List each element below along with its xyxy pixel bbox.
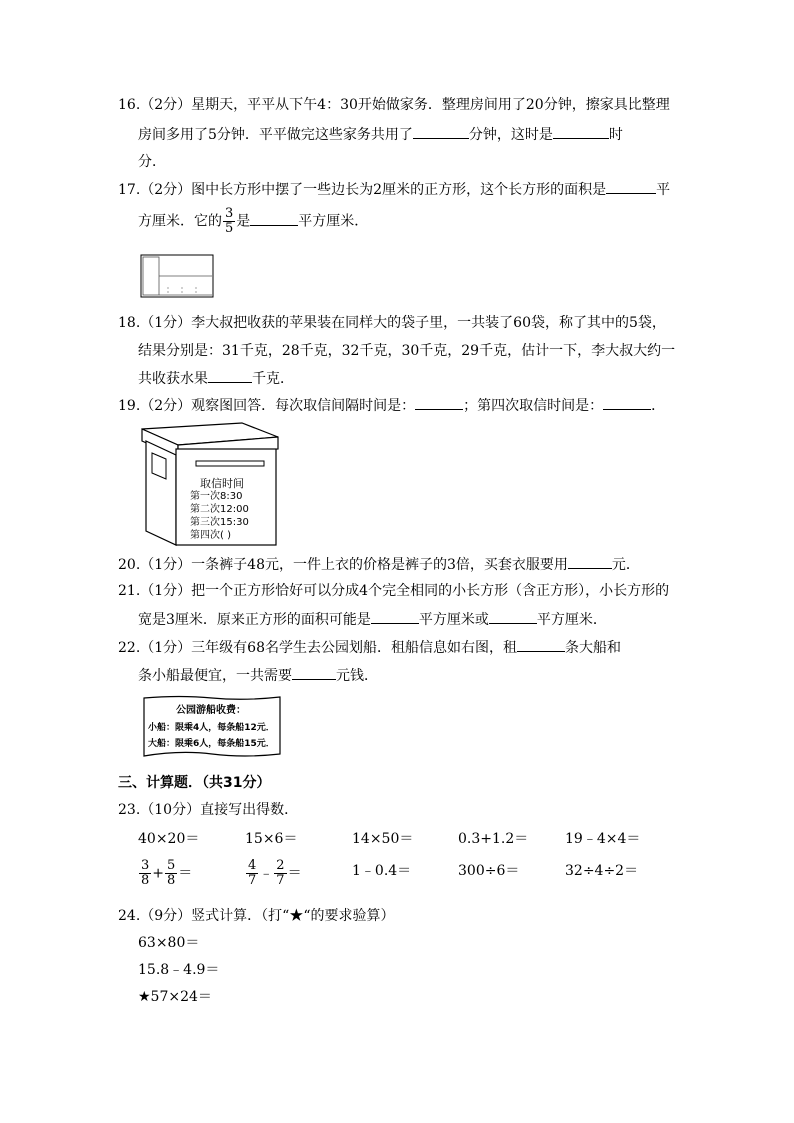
q16-text-b: 分钟，这时是 bbox=[468, 127, 553, 143]
fraction-denominator: 8 bbox=[167, 873, 176, 888]
calc-item: 19﹣4×4＝ bbox=[565, 831, 641, 847]
calc-item: 1﹣0.4＝ bbox=[352, 863, 412, 879]
answer-blank[interactable] bbox=[371, 609, 419, 624]
mailbox-row: 第一次8:30 bbox=[190, 491, 243, 502]
boat-price-sign bbox=[140, 694, 284, 760]
vertical-calc-item: 15.8﹣4.9＝ bbox=[138, 962, 220, 978]
q21-line1: 21.（1分）把一个正方形恰好可以分成4个完全相同的小长方形（含正方形），小长方形的 bbox=[118, 583, 670, 599]
q22-line2 bbox=[138, 665, 378, 686]
calc-item: 32÷4÷2＝ bbox=[565, 863, 639, 879]
answer-blank[interactable] bbox=[606, 179, 656, 194]
calc-item: 14×50＝ bbox=[352, 831, 414, 847]
q19-text-c: ． bbox=[651, 398, 666, 414]
q21-text-a: 宽是3厘米．原来正方形的面积可能是 bbox=[138, 612, 371, 628]
q16-line2 bbox=[138, 124, 623, 145]
mailbox-row: 第三次15:30 bbox=[190, 517, 249, 528]
answer-blank[interactable] bbox=[553, 124, 609, 139]
fraction-calc-item bbox=[138, 859, 192, 888]
q17-line2 bbox=[138, 207, 368, 236]
q22-text-b: 条大船和 bbox=[565, 640, 621, 656]
answer-blank[interactable] bbox=[413, 124, 469, 139]
q17-text-e: 平方厘米． bbox=[298, 213, 369, 230]
q21-text-c: 平方厘米． bbox=[536, 612, 607, 628]
operator: + bbox=[152, 865, 165, 882]
answer-blank[interactable] bbox=[489, 609, 537, 624]
q22-line1 bbox=[118, 637, 621, 658]
fraction bbox=[223, 207, 235, 236]
fraction bbox=[246, 859, 258, 888]
q23-title: 23.（10分）直接写出得数． bbox=[118, 802, 299, 818]
answer-blank[interactable] bbox=[603, 395, 651, 410]
equals: ＝ bbox=[287, 865, 302, 882]
fraction-numerator: 4 bbox=[248, 858, 257, 873]
q17-text-b: 平 bbox=[656, 182, 671, 198]
equals: ＝ bbox=[178, 865, 193, 882]
rectangle-squares-figure bbox=[140, 254, 216, 300]
fraction-calc-item bbox=[245, 859, 302, 888]
calc-item: 15×6＝ bbox=[245, 831, 298, 847]
q18-line2: 结果分别是：31千克，28千克，32千克，30千克，29千克，估计一下，李大叔大约一 bbox=[138, 343, 676, 359]
sign-row-large-boat: 大船：限乘6人，每条船15元． bbox=[148, 739, 275, 749]
q24-title: 24.（9分）竖式计算．（打“★“的要求验算） bbox=[118, 908, 395, 924]
answer-blank[interactable] bbox=[250, 211, 298, 226]
q18-line3 bbox=[138, 368, 294, 389]
mailbox-row: 第二次12:00 bbox=[190, 504, 249, 515]
q16-line3: 分． bbox=[138, 154, 166, 170]
q20-text-b: 元． bbox=[611, 557, 640, 573]
mailbox-row: 第四次( ) bbox=[190, 530, 231, 541]
calc-item: 0.3+1.2＝ bbox=[458, 831, 529, 847]
section-title: 三、计算题．（共31分） bbox=[118, 775, 271, 791]
q16-text-a: 房间多用了5分钟．平平做完这些家务共用了 bbox=[138, 127, 413, 143]
answer-blank[interactable] bbox=[415, 395, 463, 410]
fraction-numerator: 3 bbox=[141, 858, 150, 873]
q17-text-c: 方厘米．它的 bbox=[138, 213, 222, 230]
answer-blank[interactable] bbox=[208, 368, 252, 383]
q16-line1: 16.（2分）星期天，平平从下午4：30开始做家务．整理房间用了20分钟，擦家具比整理 bbox=[118, 97, 670, 113]
fraction-denominator: 5 bbox=[225, 221, 234, 236]
fraction bbox=[139, 859, 151, 888]
calc-item: 40×20＝ bbox=[138, 831, 200, 847]
q17-line1 bbox=[118, 179, 670, 200]
operator: ﹣ bbox=[259, 865, 274, 882]
q21-line2 bbox=[138, 609, 607, 630]
q16-text-c: 时 bbox=[608, 127, 623, 143]
q21-text-b: 平方厘米或 bbox=[418, 612, 489, 628]
fraction bbox=[274, 859, 286, 888]
vertical-calc-item: 63×80＝ bbox=[138, 935, 200, 951]
calc-item: 300÷6＝ bbox=[458, 863, 520, 879]
q18-text-b: 千克． bbox=[252, 371, 294, 387]
q22-text-a: 22.（1分）三年级有68名学生去公园划船．租船信息如右图，租 bbox=[118, 640, 517, 656]
q22-text-d: 元钱． bbox=[336, 668, 378, 684]
q17-text-d: 是 bbox=[236, 213, 251, 230]
q19-text-b: ；第四次取信时间是： bbox=[463, 398, 604, 414]
q20-text-a: 20.（1分）一条裤子48元，一件上衣的价格是裤子的3倍，买套衣服要用 bbox=[118, 557, 568, 573]
vertical-calc-item: ★57×24＝ bbox=[138, 989, 212, 1005]
fraction-denominator: 7 bbox=[276, 873, 285, 888]
fraction-numerator: 5 bbox=[167, 858, 176, 873]
sign-row-small-boat: 小船：限乘4人，每条船12元． bbox=[148, 723, 275, 733]
q18-line1: 18.（1分）李大叔把收获的苹果装在同样大的袋子里，一共装了60袋，称了其中的5袋， bbox=[118, 315, 666, 331]
fraction bbox=[165, 859, 177, 888]
answer-blank[interactable] bbox=[292, 665, 336, 680]
mailbox-figure bbox=[138, 421, 286, 549]
q22-text-c: 条小船最便宜，一共需要 bbox=[138, 668, 292, 684]
q19-text-a: 19.（2分）观察图回答．每次取信间隔时间是： bbox=[118, 398, 416, 414]
fraction-numerator: 2 bbox=[276, 858, 285, 873]
answer-blank[interactable] bbox=[568, 554, 612, 569]
q17-text-a: 17.（2分）图中长方形中摆了一些边长为2厘米的正方形，这个长方形的面积是 bbox=[118, 182, 607, 198]
fraction-numerator: 3 bbox=[225, 206, 234, 221]
q18-text-a: 共收获水果 bbox=[138, 371, 208, 387]
fraction-denominator: 7 bbox=[248, 873, 257, 888]
sign-title: 公园游船收费： bbox=[176, 705, 246, 716]
answer-blank[interactable] bbox=[517, 637, 565, 652]
mailbox-title: 取信时间 bbox=[200, 477, 244, 490]
q19-line1 bbox=[118, 395, 665, 416]
fraction-denominator: 8 bbox=[141, 873, 150, 888]
q20-line bbox=[118, 554, 640, 575]
